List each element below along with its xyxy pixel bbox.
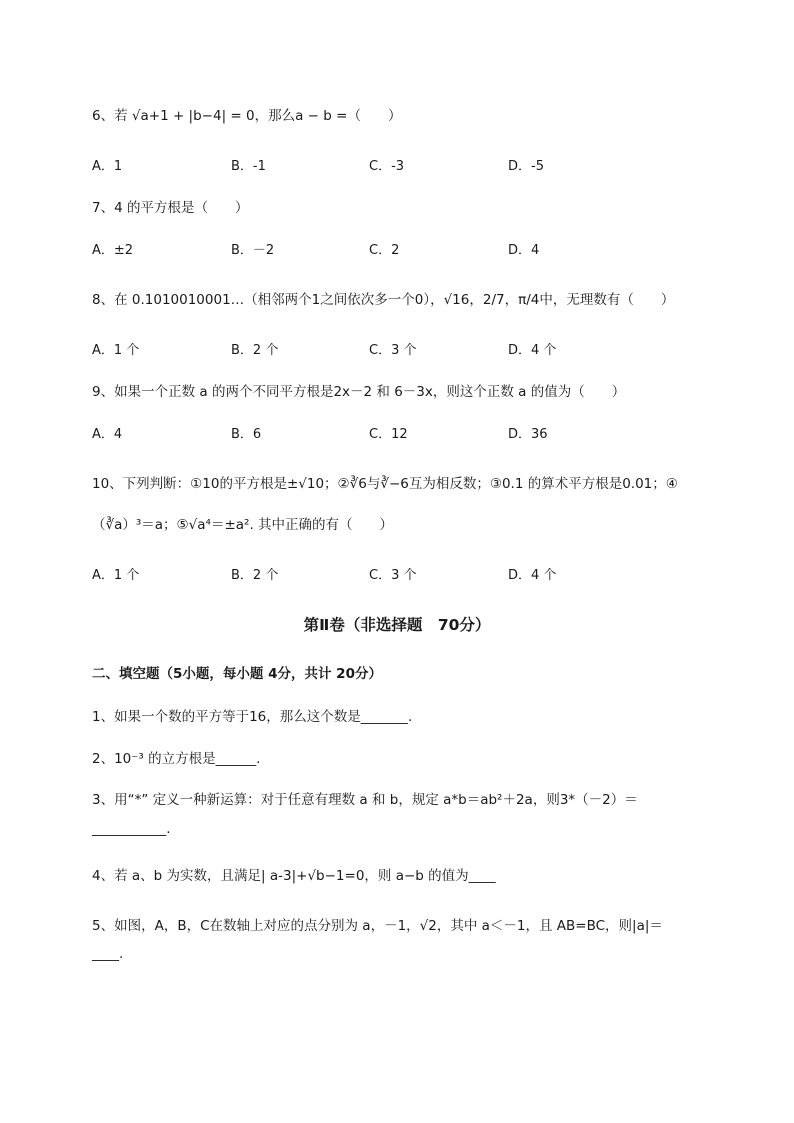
fill-question-4: 4、若 a、b 为实数，且满足| a-3|+√b−1=0，则 a−b 的值为____ <box>92 868 496 884</box>
option-a: A．1 <box>92 159 123 174</box>
section-subheading: 二、填空题（5小题，每小题 4分，共计 20分） <box>92 666 382 682</box>
option-d: D．4 个 <box>508 343 557 358</box>
question-10-line1: 10、下列判断：①10的平方根是±√10；②∛6与∛−6互为相反数；③0.1 的算术平方根是0.01；④ <box>92 476 678 492</box>
option-c: C．-3 <box>369 159 405 174</box>
option-c: C．2 <box>369 243 400 258</box>
question-9-text: 9、如果一个正数 a 的两个不同平方根是2x－2 和 6－3x，则这个正数 a 的值为（ ） <box>92 384 626 400</box>
option-b: B．6 <box>231 427 262 442</box>
option-c: C．3 个 <box>369 343 417 358</box>
question-9-options <box>92 425 652 445</box>
option-c: C．12 <box>369 427 408 442</box>
question-10-options <box>92 566 652 586</box>
fill-question-3: 3、用“*” 定义一种新运算：对于任意有理数 a 和 b，规定 a*b＝ab²＋2a，则3*（－2）＝ <box>92 792 638 808</box>
option-a: A．±2 <box>92 243 134 258</box>
question-6-text: 6、若 √a+1 + |b−4| = 0，那么a − b =（ ） <box>92 108 402 124</box>
option-d: D．4 个 <box>508 568 557 583</box>
option-b: B．2 个 <box>231 568 279 583</box>
option-d: D．-5 <box>508 159 544 174</box>
option-d: D．36 <box>508 427 548 442</box>
option-b: B．－2 <box>231 243 275 258</box>
question-10-line2: （∛a）³＝a；⑤√a⁴＝±a². 其中正确的有（ ） <box>92 517 394 533</box>
fill-question-5-blank: ____. <box>92 946 124 962</box>
question-8-options <box>92 341 652 361</box>
option-b: B．-1 <box>231 159 266 174</box>
option-a: A．4 <box>92 427 123 442</box>
option-c: C．3 个 <box>369 568 417 583</box>
option-b: B．2 个 <box>231 343 279 358</box>
fill-question-5: 5、如图，A，B，C在数轴上对应的点分别为 a，－1，√2，其中 a＜－1，且 AB=BC，则|a|＝ <box>92 918 663 934</box>
question-8-text: 8、在 0.1010010001…（相邻两个1之间依次多一个0），√16，2/7，π/4中，无理数有（ ） <box>92 292 675 308</box>
question-7-text: 7、4 的平方根是（ ） <box>92 200 249 216</box>
option-d: D．4 <box>508 243 540 258</box>
section-title: 第Ⅱ卷（非选择题 70分） <box>303 616 491 634</box>
option-a: A．1 个 <box>92 343 140 358</box>
question-7-options <box>92 241 652 261</box>
question-6-options <box>92 157 652 177</box>
fill-question-1: 1、如果一个数的平方等于16，那么这个数是_______. <box>92 709 413 725</box>
fill-question-2: 2、10⁻³ 的立方根是______. <box>92 751 261 767</box>
fill-question-3-blank: ___________. <box>92 821 171 837</box>
option-a: A．1 个 <box>92 568 140 583</box>
